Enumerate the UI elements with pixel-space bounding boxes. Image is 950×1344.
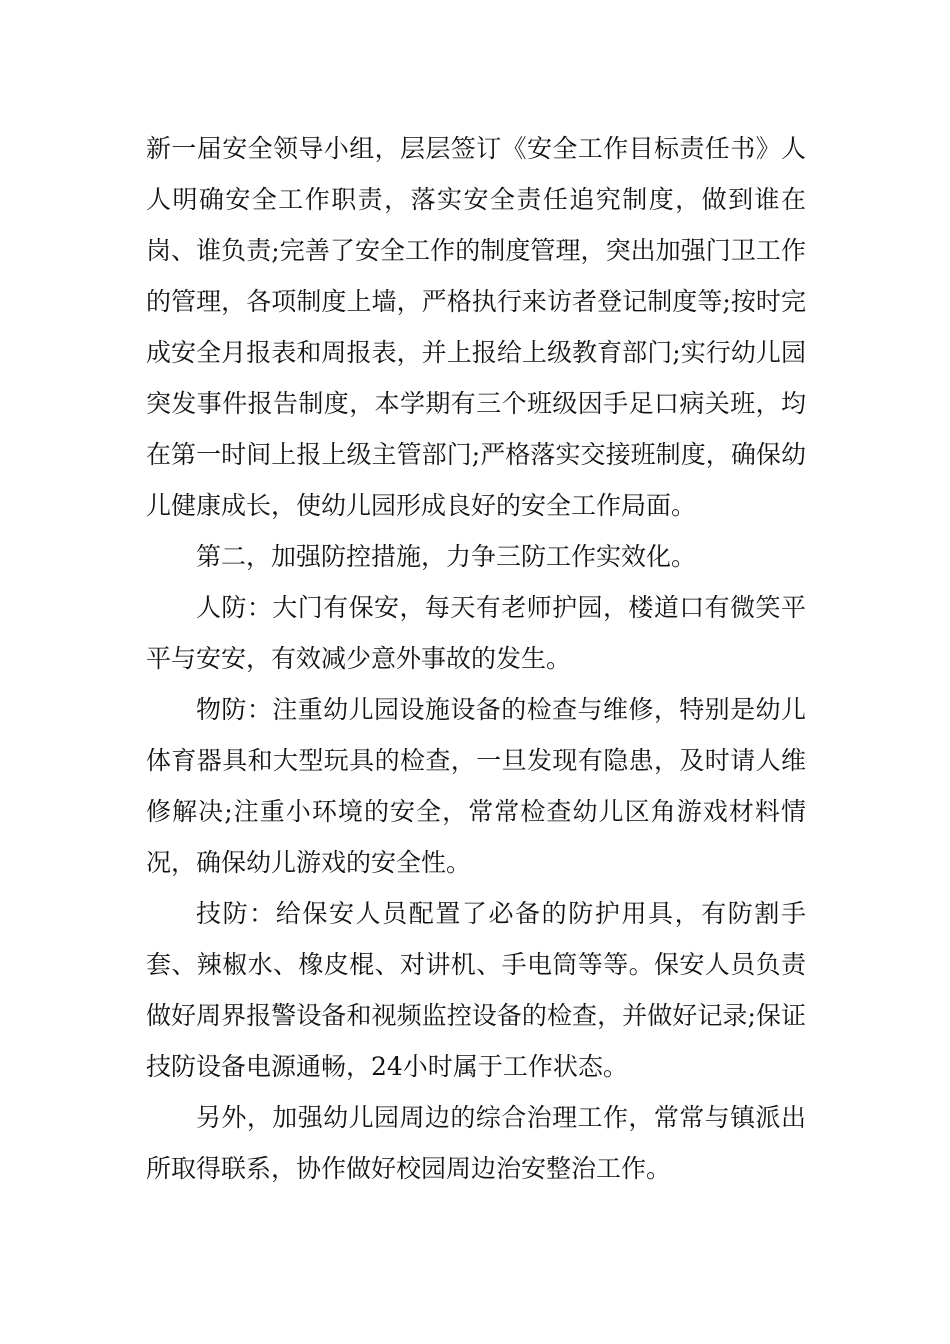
paragraph-second-point-heading: 第二，加强防控措施，力争三防工作实效化。: [196, 542, 697, 571]
document-body: [146, 123, 806, 1194]
paragraph-surrounding-governance: 另外，加强幼儿园周边的综合治理工作，常常与镇派出所取得联系，协作做好校园周边治安整治工作。: [146, 1103, 806, 1183]
paragraph-personnel-defense: 人防：大门有保安，每天有老师护园，楼道口有微笑平平与安安，有效减少意外事故的发生。: [146, 593, 806, 673]
paragraph-technical-defense: 技防：给保安人员配置了必备的防护用具，有防割手套、辣椒水、橡皮棍、对讲机、手电筒等等。保安人员负责做好周界报警设备和视频监控设备的检查，并做好记录;保证技防设备电源通畅，24小时属于工作状态。: [146, 899, 806, 1081]
paragraph-physical-defense: 物防：注重幼儿园设施设备的检查与维修，特别是幼儿体育器具和大型玩具的检查，一旦发现有隐患，及时请人维修解决;注重小环境的安全，常常检查幼儿区角游戏材料情况，确保幼儿游戏的安全性。: [146, 695, 806, 877]
paragraph-safety-system: 新一届安全领导小组，层层签订《安全工作目标责任书》人人明确安全工作职责，落实安全责任追究制度，做到谁在岗、谁负责;完善了安全工作的制度管理，突出加强门卫工作的管理，各项制度上墙，严格执行来访者登记制度等;按时完成安全月报表和周报表，并上报给上级教育部门;实行幼儿园突发事件报告制度，本学期有三个班级因手足口病关班，均在第一时间上报上级主管部门;严格落实交接班制度，确保幼儿健康成长，使幼儿园形成良好的安全工作局面。: [146, 134, 806, 520]
